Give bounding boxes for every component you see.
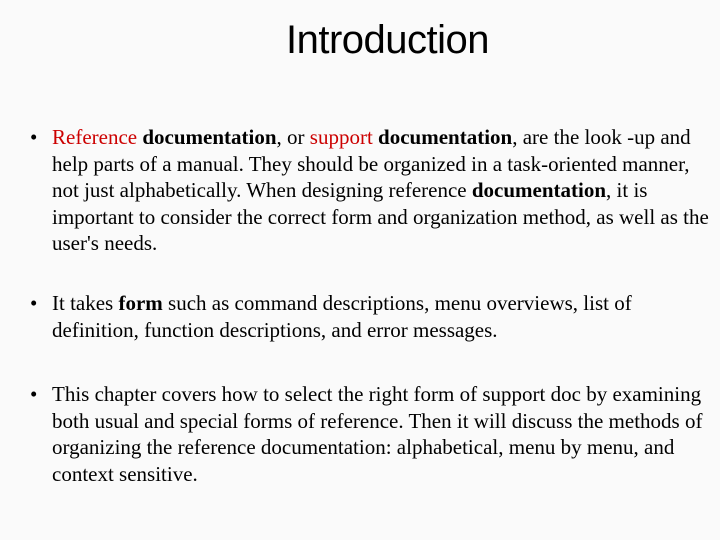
text-segment: This chapter covers how to select the right form of support doc by examining both usual and special forms of reference. Then it will discuss the methods of organizing the reference documentation: alphabetical, menu by menu, and context sensitive. xyxy=(52,382,703,486)
text-segment-documentation: documentation xyxy=(142,125,277,149)
text-segment-form: form xyxy=(118,291,163,315)
bullet-item-2 xyxy=(30,290,710,343)
text-segment: , are the look -up and help parts of a manual. They should be organized in a task-oriented manner, not just alphabetically. When designing reference xyxy=(52,125,691,202)
text-segment-documentation: documentation xyxy=(378,125,513,149)
bullet-icon: • xyxy=(30,382,38,406)
text-segment-support: support xyxy=(309,125,373,149)
bullet-text-3 xyxy=(52,381,710,487)
text-segment: , or xyxy=(276,125,310,149)
bullet-item-1 xyxy=(30,124,710,257)
slide-title: Introduction xyxy=(285,18,490,62)
text-segment: such as command descriptions, menu overviews, list of definition, function descriptions, and error messages. xyxy=(52,291,632,342)
bullet-icon: • xyxy=(30,125,38,149)
bullet-text-2 xyxy=(52,290,710,343)
text-segment: , it is important to consider the correct form and organization method, as well as the user's needs. xyxy=(52,178,709,255)
bullet-text-1 xyxy=(52,124,710,257)
bullet-item-3 xyxy=(30,381,710,487)
text-segment: It takes xyxy=(52,291,119,315)
text-segment-reference: Reference xyxy=(52,125,138,149)
text-segment-documentation: documentation xyxy=(471,178,607,202)
bullet-icon: • xyxy=(30,291,38,315)
